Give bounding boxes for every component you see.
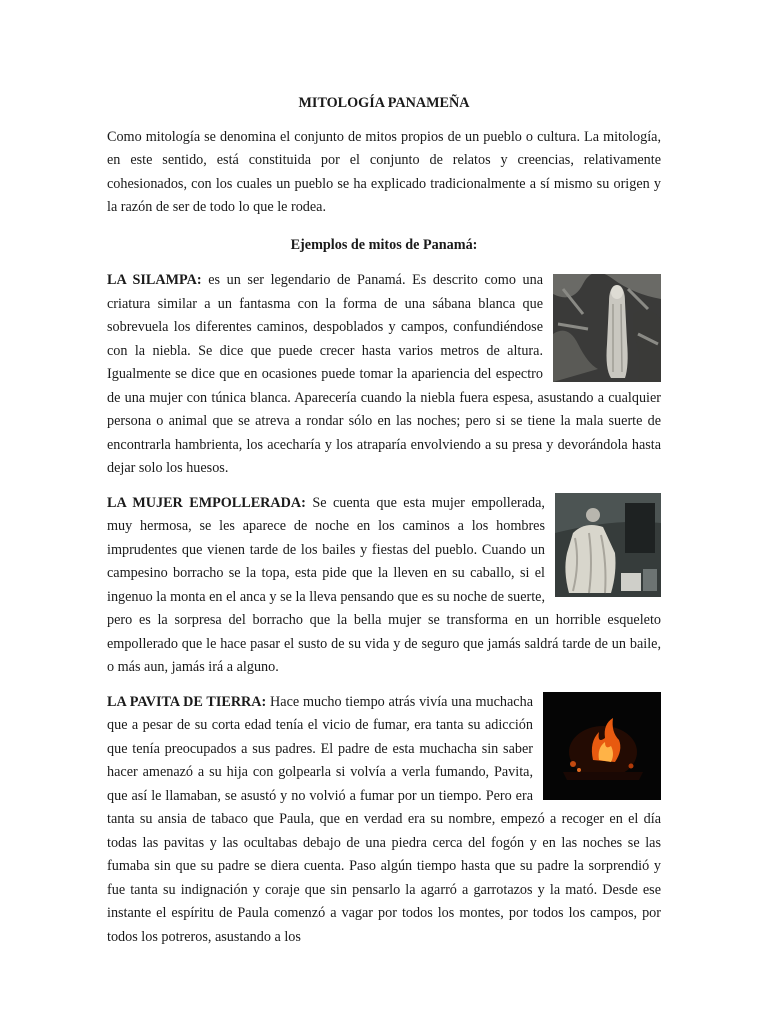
- document-title: MITOLOGÍA PANAMEÑA: [298, 95, 470, 111]
- empollerada-figure-photo: [555, 493, 661, 597]
- myth-name: LA PAVITA DE TIERRA:: [107, 693, 267, 710]
- myth-text: Se cuenta que esta mujer empollerada, muy hermosa, se les aparece de noche en los caminos a los hombres imprudentes que vienen tarde de los bailes y fiestas del pueblo. Cuando un campesino borracho se la topa, esta pide que la lleven en su caballo, si el ingenuo la monta en el anca y se la lleva pensando que es su noche de suerte, pero es la sorpresa del borracho que la bella mujer se transforma en un horrible esqueleto empollerado que le hace pasar el susto de su vida y de seguro que jamás saldrá tarde de un baile, o más aun, jamás irá a alguno.: [107, 494, 661, 675]
- myth-name: LA SILAMPA:: [107, 272, 202, 288]
- document-body: [107, 92, 661, 960]
- section-subtitle: Ejemplos de mitos de Panamá:: [290, 236, 478, 253]
- myth-silampa: [107, 269, 661, 481]
- myth-text: Hace mucho tiempo atrás vivía una muchacha que a pesar de su corta edad tenía el vicio de fumar, era tanta su adicción que tenía preocupados a sus padres. El padre de esta muchacha sin saber hacer amenazó a su hija con golpearla si volvía a verla fumando, Pavita, que así le llamaban, se asustó y no volvió a fumar por un tiempo. Pero era tanta su ansia de tabaco que Paula, que en verdad era su nombre, empezó a recoger en el día todas las pavitas y las ocultabas debajo de una piedra cerca del fogón y en las noches se las fumaba sin que su padre se diera cuenta. Paso algún tiempo hasta que su padre la sorprendió y fue tanta su indignación y coraje que sin pensarlo la agarró a garrotazos y la mató. Desde ese instante el espíritu de Paula comenzó a vagar por todos los montes, por todos los campos, por todos los potreros, asustando a los: [107, 693, 661, 945]
- ghost-figure-photo: [553, 274, 661, 382]
- myth-pavita-de-tierra: [107, 691, 661, 950]
- myth-name: LA MUJER EMPOLLERADA:: [107, 494, 306, 511]
- myth-text: es un ser legendario de Panamá. Es descrito como una criatura similar a un fantasma con la forma de una sábana blanca que sobrevuela los diferentes caminos, despoblados y campos, confundiéndose con la niebla. Se dice que puede crecer hasta varios metros de altura. Igualmente se dice que en ocasiones puede tomar la apariencia del espectro de una mujer con túnica blanca. Aparecería cuando la niebla fuera espesa, asustando a cualquier persona o animal que se atreva a rondar sólo en las noches; pero si se tiene la mala suerte de encontrarla hambrienta, los acecharía y los atraparía envolviendo a su presa y devorándola hasta dejar solo los huesos.: [107, 272, 661, 476]
- fire-photo: [543, 692, 661, 800]
- intro-paragraph: Como mitología se denomina el conjunto de mitos propios de un pueblo o cultura. La mitología, en este sentido, está constituida por el conjunto de relatos y creencias, relativamente cohesionados, con los cuales un pueblo se ha explicado tradicionalmente a sí mismo su origen y la razón de ser de todo lo que le rodea.: [107, 128, 661, 215]
- myth-mujer-empollerada: [107, 492, 661, 680]
